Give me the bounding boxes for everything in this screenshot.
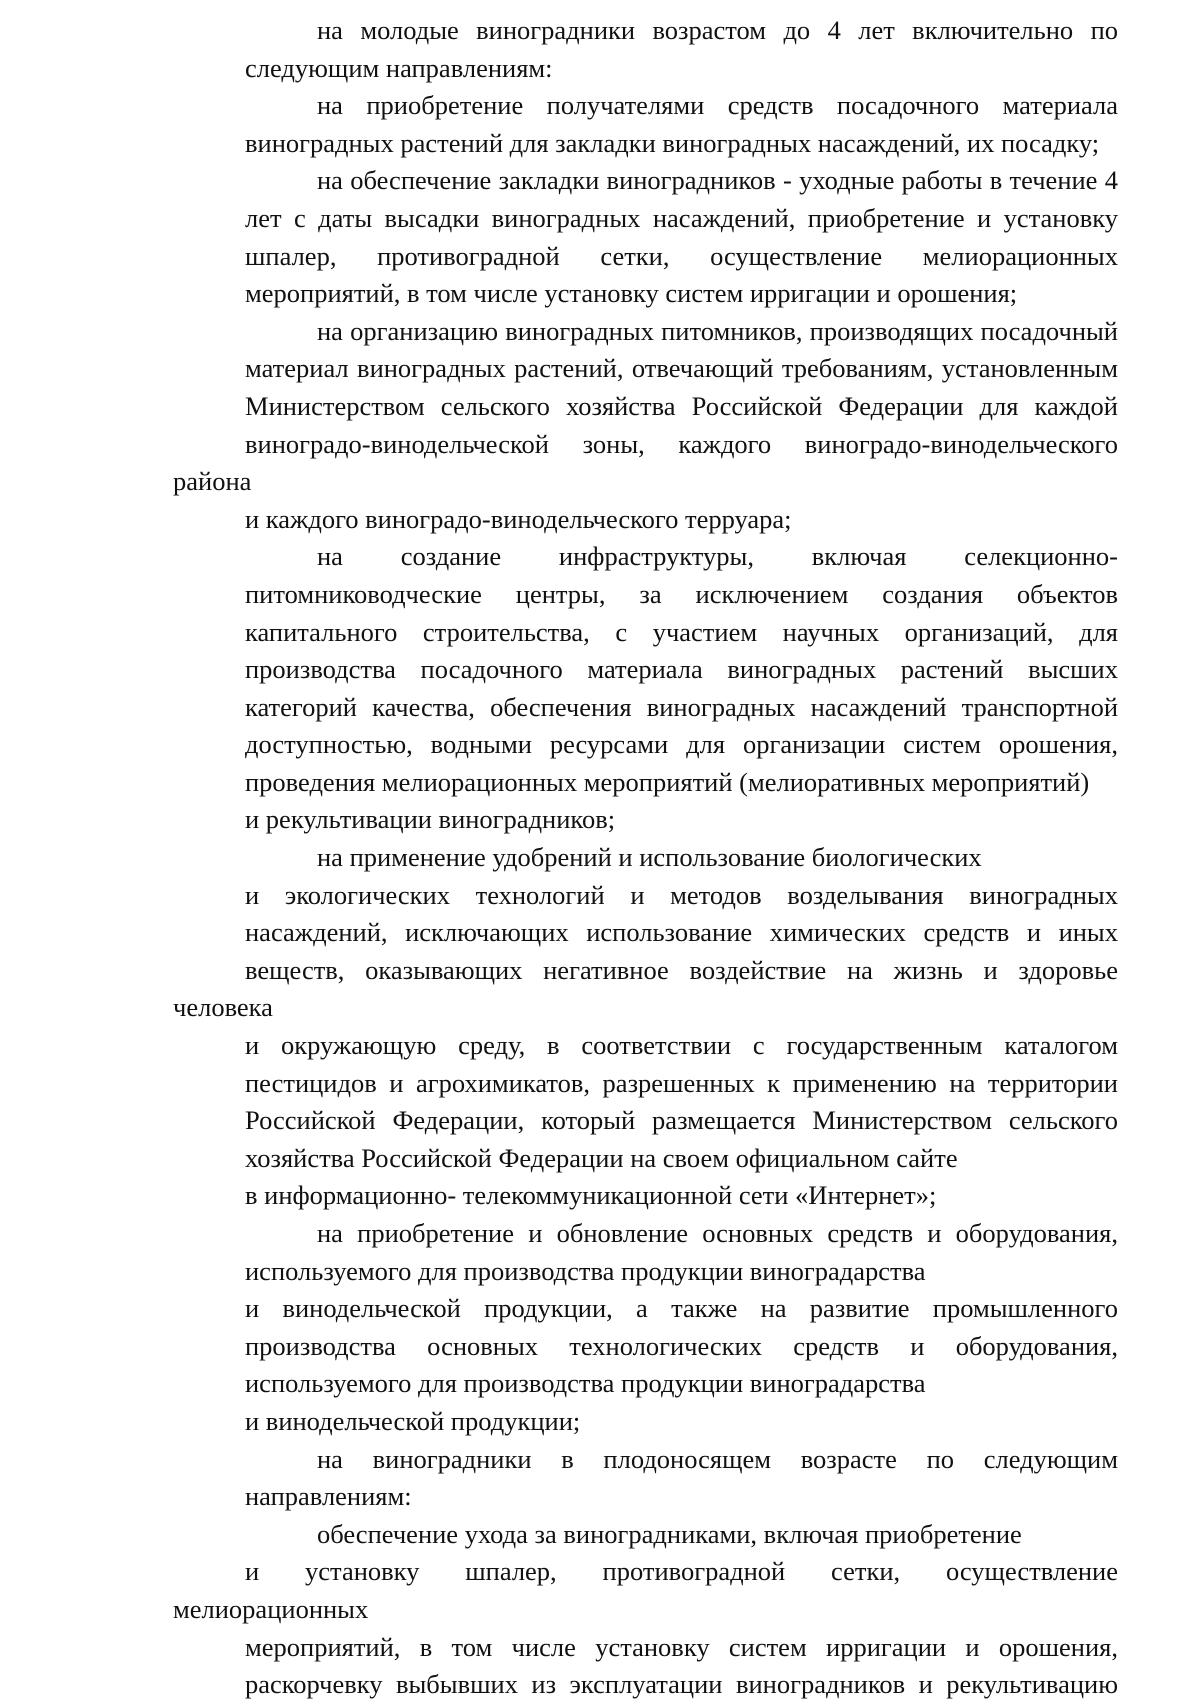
text-line: пестицидов и агрохимикатов, разрешенных к применению на территории xyxy=(245,1067,1118,1098)
document-page xyxy=(173,12,1118,1704)
text-line: и рекультивации виноградников; xyxy=(245,804,616,835)
text-line: питомниководческие центры, за исключением создания объектов xyxy=(245,578,1118,609)
text-line: доступностью, водными ресурсами для организации систем орошения, xyxy=(245,729,1118,760)
text-line: на приобретение получателями средств посадочного материала xyxy=(317,90,1118,121)
text-line: Министерством сельского хозяйства Российской Федерации для каждой xyxy=(245,390,1118,421)
paragraph-fertilizers xyxy=(173,839,1118,1215)
paragraph-nurseries xyxy=(173,313,1118,539)
text-line: и винодельческой продукции; xyxy=(245,1405,581,1436)
text-line: материал виноградных растений, отвечающий требованиям, установленным xyxy=(245,353,1118,384)
paragraph-planting-material xyxy=(173,87,1118,162)
text-line: на обеспечение закладки виноградников - уходные работы в течение 4 xyxy=(317,165,1118,196)
text-line: следующим направлениям: xyxy=(245,52,553,83)
text-line: в информационно- телекоммуникационной сети «Интернет»; xyxy=(245,1180,937,1211)
paragraph-infrastructure xyxy=(173,538,1118,839)
text-line: Российской Федерации, который размещается Министерством сельского xyxy=(245,1105,1118,1136)
text-line: обеспечение ухода за виноградниками, включая приобретение xyxy=(317,1518,1022,1549)
text-line: производства посадочного материала виноградных растений высших xyxy=(245,654,1118,685)
text-line: используемого для производства продукции виноградарства xyxy=(245,1255,926,1286)
paragraph-equipment xyxy=(173,1215,1118,1441)
text-line: проведения мелиорационных мероприятий (мелиоративных мероприятий) xyxy=(245,766,1090,797)
text-line: используемого для производства продукции виноградарства xyxy=(245,1368,926,1399)
text-line: капитального строительства, с участием научных организаций, для xyxy=(245,616,1118,647)
text-line: и установку шпалер, противоградной сетки, осуществление мелиорационных xyxy=(173,1556,1118,1624)
text-line: категорий качества, обеспечения виноградных насаждений транспортной xyxy=(245,691,1118,722)
text-line: виноградных растений для закладки виноградных насаждений, их посадку; xyxy=(245,127,1100,158)
text-line: на приобретение и обновление основных средств и оборудования, xyxy=(317,1218,1118,1248)
paragraph-fruiting-vineyards xyxy=(173,1441,1118,1516)
text-line: на молодые виноградники возрастом до 4 лет включительно по xyxy=(317,15,1118,45)
text-line: и каждого виноградо-винодельческого терруара; xyxy=(245,503,792,534)
text-line: направлениям: xyxy=(245,1481,412,1512)
text-line: и винодельческой продукции, а также на развитие промышленного xyxy=(245,1293,1118,1324)
text-line: на организацию виноградных питомников, производящих посадочный xyxy=(317,315,1118,346)
text-line: насаждений, исключающих использование химических средств и иных xyxy=(245,917,1118,948)
text-line: на виноградники в плодоносящем возрасте по следующим xyxy=(317,1443,1118,1474)
text-line: веществ, оказывающих негативное воздействие на жизнь и здоровье человека xyxy=(173,954,1118,1023)
text-line: шпалер, противоградной сетки, осуществление мелиорационных xyxy=(245,240,1118,271)
text-line: виноградо-винодельческой зоны, каждого виноградо-винодельческого района xyxy=(173,428,1118,497)
paragraph-young-vineyards xyxy=(173,12,1118,87)
text-line: и окружающую среду, в соответствии с государственным каталогом xyxy=(245,1030,1118,1061)
text-line: лет с даты высадки виноградных насаждений, приобретение и установку xyxy=(245,202,1118,233)
text-line: хозяйства Российской Федерации на своем официальном сайте xyxy=(245,1142,958,1173)
text-line: на применение удобрений и использование биологических xyxy=(317,842,982,873)
text-line: мероприятий, в том числе установку систем ирригации и орошения, xyxy=(245,1631,1118,1662)
paragraph-vineyard-establishment xyxy=(173,162,1118,312)
text-line: на создание инфраструктуры, включая селекционно- xyxy=(317,541,1118,572)
text-line: производства основных технологических средств и оборудования, xyxy=(245,1330,1118,1361)
text-line: и экологических технологий и методов возделывания виноградных xyxy=(245,879,1118,910)
text-line: мероприятий, в том числе установку систем ирригации и орошения; xyxy=(245,278,1018,309)
paragraph-vineyard-care xyxy=(173,1516,1118,1704)
text-line: раскорчевку выбывших из эксплуатации виноградников и рекультивацию xyxy=(245,1669,1118,1700)
